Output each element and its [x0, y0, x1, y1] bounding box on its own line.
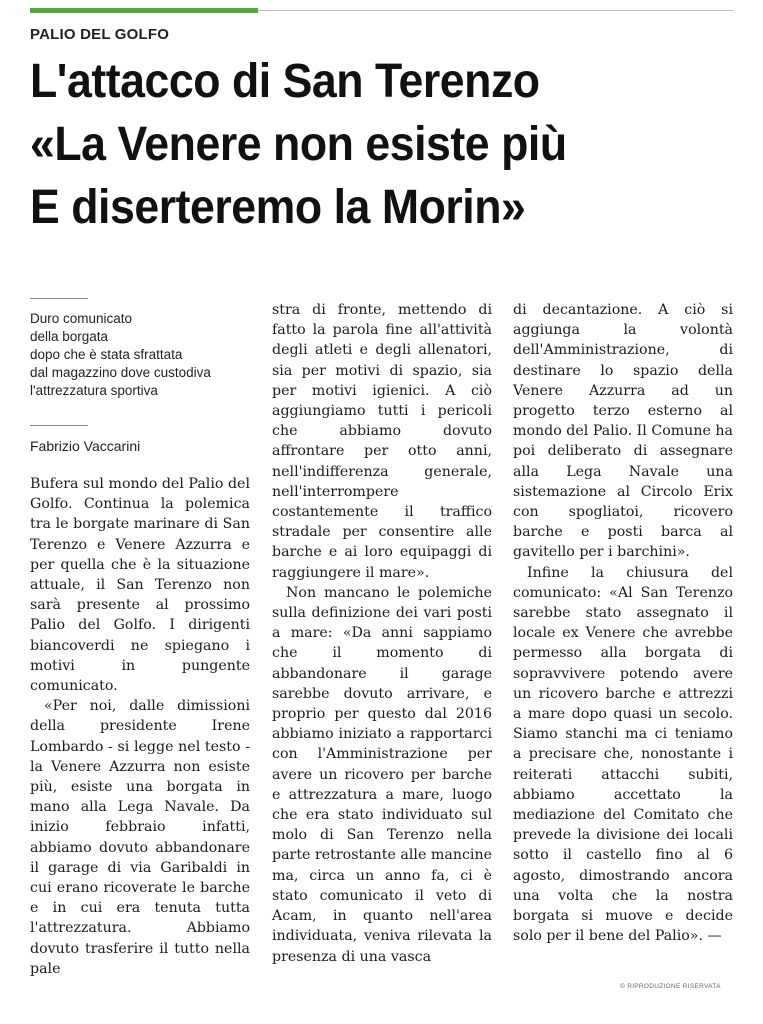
top-accent-bar: [30, 8, 733, 13]
subhead-line-4: dal magazzino dove custodiva: [30, 365, 211, 380]
byline: Fabrizio Vaccarini: [30, 438, 141, 454]
subhead-line-3: dopo che è stata sfrattata: [30, 347, 183, 362]
paragraph-3-part-1: Non mancano le polemiche sulla definizione dei vari posti a mare: «Da anni sappiamo che il momento di abbandonare il garage sarebbe dovuto arrivare, e proprio per questo dal 2016 abbiamo iniziato a rapportarci con l'Amministrazione per avere un ricovero per barche e attrezzatura a mare, luogo che era stato individuato sul molo di San Terenzo nella parte retrostante alle mancine ma, circa un anno fa, ci è stato comunicato il veto di Acam, in quanto nell'area individuata, veniva rilevata la presenza di una vasca: [272, 584, 492, 965]
paragraph-2-part-2: stra di fronte, mettendo di fatto la parola fine all'attività degli atleti e degli allenatori, sia per motivi di spazio, sia per motivi igienici. A ciò aggiungiamo tutti i pericoli che abbiamo dovuto affrontare per otto anni, nell'indifferenza generale, nell'interrompere costantemente il traffico stradale per consentire alle barche e ai loro equipaggi di raggiungere il mare».: [272, 302, 492, 581]
byline-rule: [30, 425, 88, 426]
article-column-3: [513, 300, 733, 947]
top-divider: [258, 10, 733, 11]
headline-line-3: E diserteremo la Morin»: [30, 181, 526, 234]
section-accent-line: [30, 8, 258, 13]
paragraph-4: Infine la chiusura del comunicato: «Al San Terenzo sarebbe stato assegnato il locale ex Venere che avrebbe permesso alla borgata di sopravvivere potendo avere un ricovero barche e attrezzi a mare dopo quasi un secolo. Siamo stanchi ma ci teniamo a precisare che, nonostante i reiterati attacchi subiti, abbiamo accettato la mediazione del Comitato che prevede la divisione dei locali sotto il castello fino al 6 agosto, dimostrando ancora una volta che la nostra borgata si muove e decide solo per il bene del Palio». —: [513, 564, 733, 945]
subhead-line-2: della borgata: [30, 329, 109, 344]
subhead-rule: [30, 298, 88, 299]
article-column-2: [272, 300, 492, 967]
article-column-1: [30, 474, 250, 979]
copyright-notice: © RIPRODUZIONE RISERVATA: [620, 983, 721, 990]
headline-line-1: L'attacco di San Terenzo: [30, 55, 540, 108]
paragraph-3-part-2: di decantazione. A ciò si aggiunga la volontà dell'Amministrazione, di destinare lo spazio della Venere Azzurra ad un progetto terzo esterno al mondo del Palio. Il Comune ha poi deliberato di assegnare alla Lega Navale una sistemazione al Circolo Erix con spogliatoi, ricovero barche e posti barca al gavitello per i barchini».: [513, 302, 733, 561]
paragraph-1: Bufera sul mondo del Palio del Golfo. Continua la polemica tra le borgate marinare di San Terenzo e Venere Azzurra e per quella che è la situazione attuale, il San Terenzo non sarà presente al prossimo Palio del Golfo. I dirigenti biancoverdi ne spiegano i motivi in pungente comunicato.: [30, 476, 250, 695]
paragraph-2-part-1: «Per noi, dalle dimissioni della presidente Irene Lombardo - si legge nel testo - la Venere Azzurra non esiste più, esiste una borgata in mano alla Lega Navale. Da inizio febbraio infatti, abbiamo dovuto abbandonare il garage di via Garibaldi in cui erano ricoverate le barche e in cui era tenuta tutta l'attrezzatura. Abbiamo dovuto trasferire il tutto nella pale: [30, 698, 250, 977]
subhead-line-5: l'attrezzatura sportiva: [30, 383, 158, 398]
headline-line-2: «La Venere non esiste più: [30, 118, 567, 171]
subhead: [30, 310, 260, 400]
section-kicker: PALIO DEL GOLFO: [30, 26, 170, 43]
headline: [30, 50, 750, 239]
subhead-line-1: Duro comunicato: [30, 311, 133, 326]
